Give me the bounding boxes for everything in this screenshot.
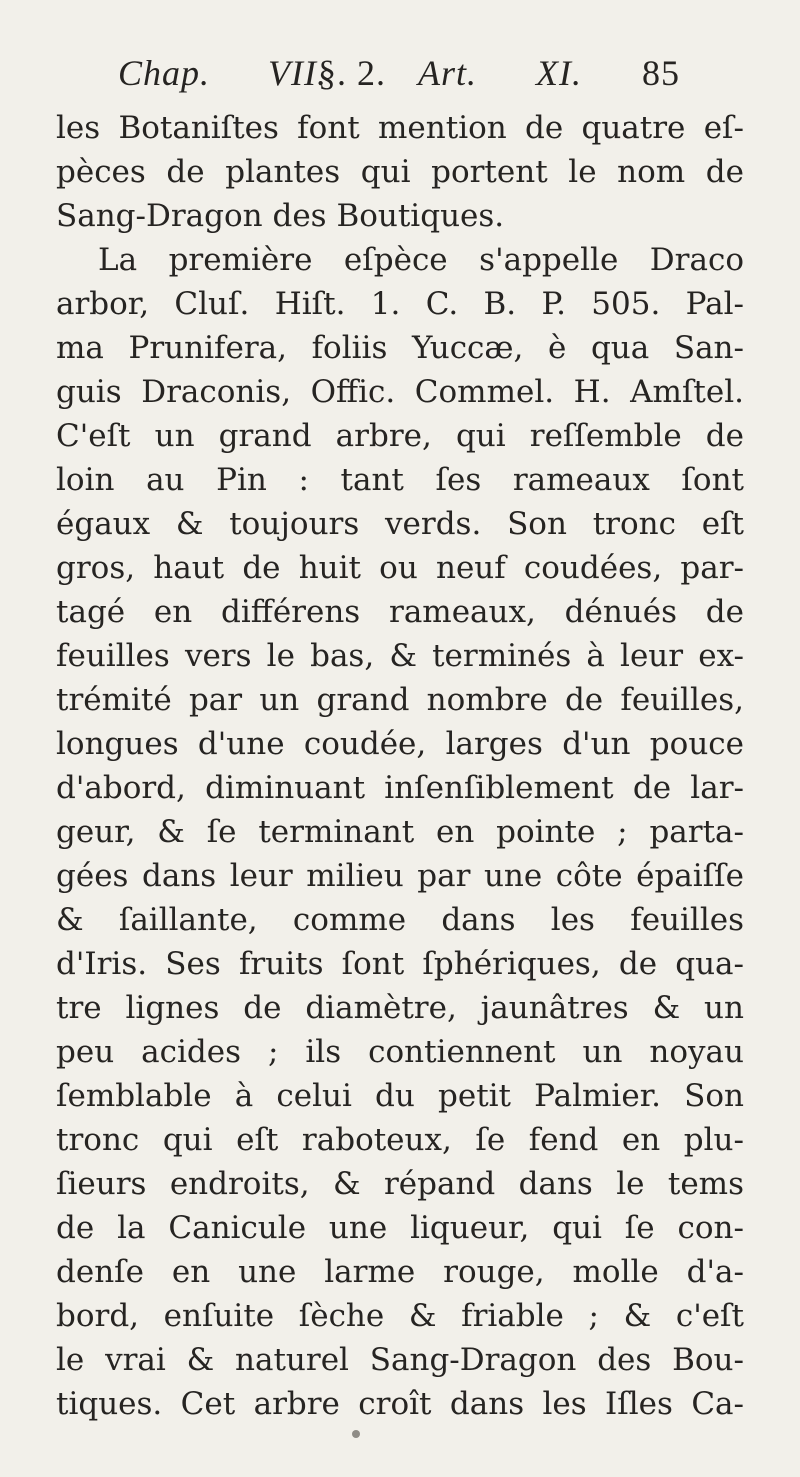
text-line: le vrai & naturel Sang-Dragon des Bou- — [56, 1342, 744, 1378]
text-line: Sang-Dragon des Boutiques. — [56, 198, 505, 234]
text-line: denſe en une larme rouge, molle d'a- — [56, 1254, 744, 1290]
text-line: longues d'une coudée, larges d'un pouce — [56, 726, 744, 762]
text-line: gées dans leur milieu par une côte épaiſſe — [56, 858, 744, 894]
text-line: tiques. Cet arbre croît dans les Iſles Ca- — [56, 1386, 744, 1422]
text-line: de la Canicule une liqueur, qui ſe con- — [56, 1210, 744, 1246]
text-line: les Botaniſtes font mention de quatre eſ- — [56, 110, 744, 146]
text-line: ſemblable à celui du petit Palmier. Son — [56, 1078, 744, 1114]
text-line: trémité par un grand nombre de feuilles, — [56, 682, 744, 718]
ink-dot-mark — [352, 1430, 360, 1438]
text-line: tre lignes de diamètre, jaunâtres & un — [56, 990, 744, 1026]
text-line: feuilles vers le bas, & terminés à leur ex- — [56, 638, 744, 674]
text-line: d'abord, diminuant inſenſiblement de lar- — [56, 770, 744, 806]
header-section: §. 2. — [318, 53, 386, 93]
text-line: tagé en différens rameaux, dénués de — [56, 594, 744, 630]
header-chapter: Chap. — [118, 53, 211, 93]
text-line: d'Iris. Ses fruits ſont ſphériques, de qua- — [56, 946, 744, 982]
text-line: guis Draconis, Offic. Commel. H. Amſtel. — [56, 374, 744, 410]
text-line: bord, enſuite ſèche & friable ; & c'eſt — [56, 1298, 744, 1334]
text-line: C'eſt un grand arbre, qui reſſemble de — [56, 418, 744, 454]
text-line: geur, & ſe terminant en pointe ; parta- — [56, 814, 744, 850]
text-line: tronc qui eſt raboteux, ſe fend en plu- — [56, 1122, 744, 1158]
text-line: loin au Pin : tant ſes rameaux ſont — [56, 462, 744, 498]
text-line: & ſaillante, comme dans les feuilles — [56, 902, 744, 938]
running-header — [118, 52, 688, 102]
text-line: ſieurs endroits, & répand dans le tems — [56, 1166, 744, 1202]
header-article: Art. — [418, 53, 478, 93]
text-line: ma Prunifera, foliis Yuccæ, è qua San- — [56, 330, 744, 366]
header-article-number: XI. — [536, 53, 582, 93]
text-line: gros, haut de huit ou neuf coudées, par- — [56, 550, 744, 586]
text-line: peu acides ; ils contiennent un noyau — [56, 1034, 744, 1070]
text-line: pèces de plantes qui portent le nom de — [56, 154, 744, 190]
header-chapter-number: VII. — [268, 53, 327, 93]
text-line: arbor, Cluſ. Hiſt. 1. C. B. P. 505. Pal- — [56, 286, 744, 322]
text-line: La première eſpèce s'appelle Draco — [98, 242, 744, 278]
page-number: 85 — [642, 53, 680, 93]
text-line: égaux & toujours verds. Son tronc eſt — [56, 506, 744, 542]
